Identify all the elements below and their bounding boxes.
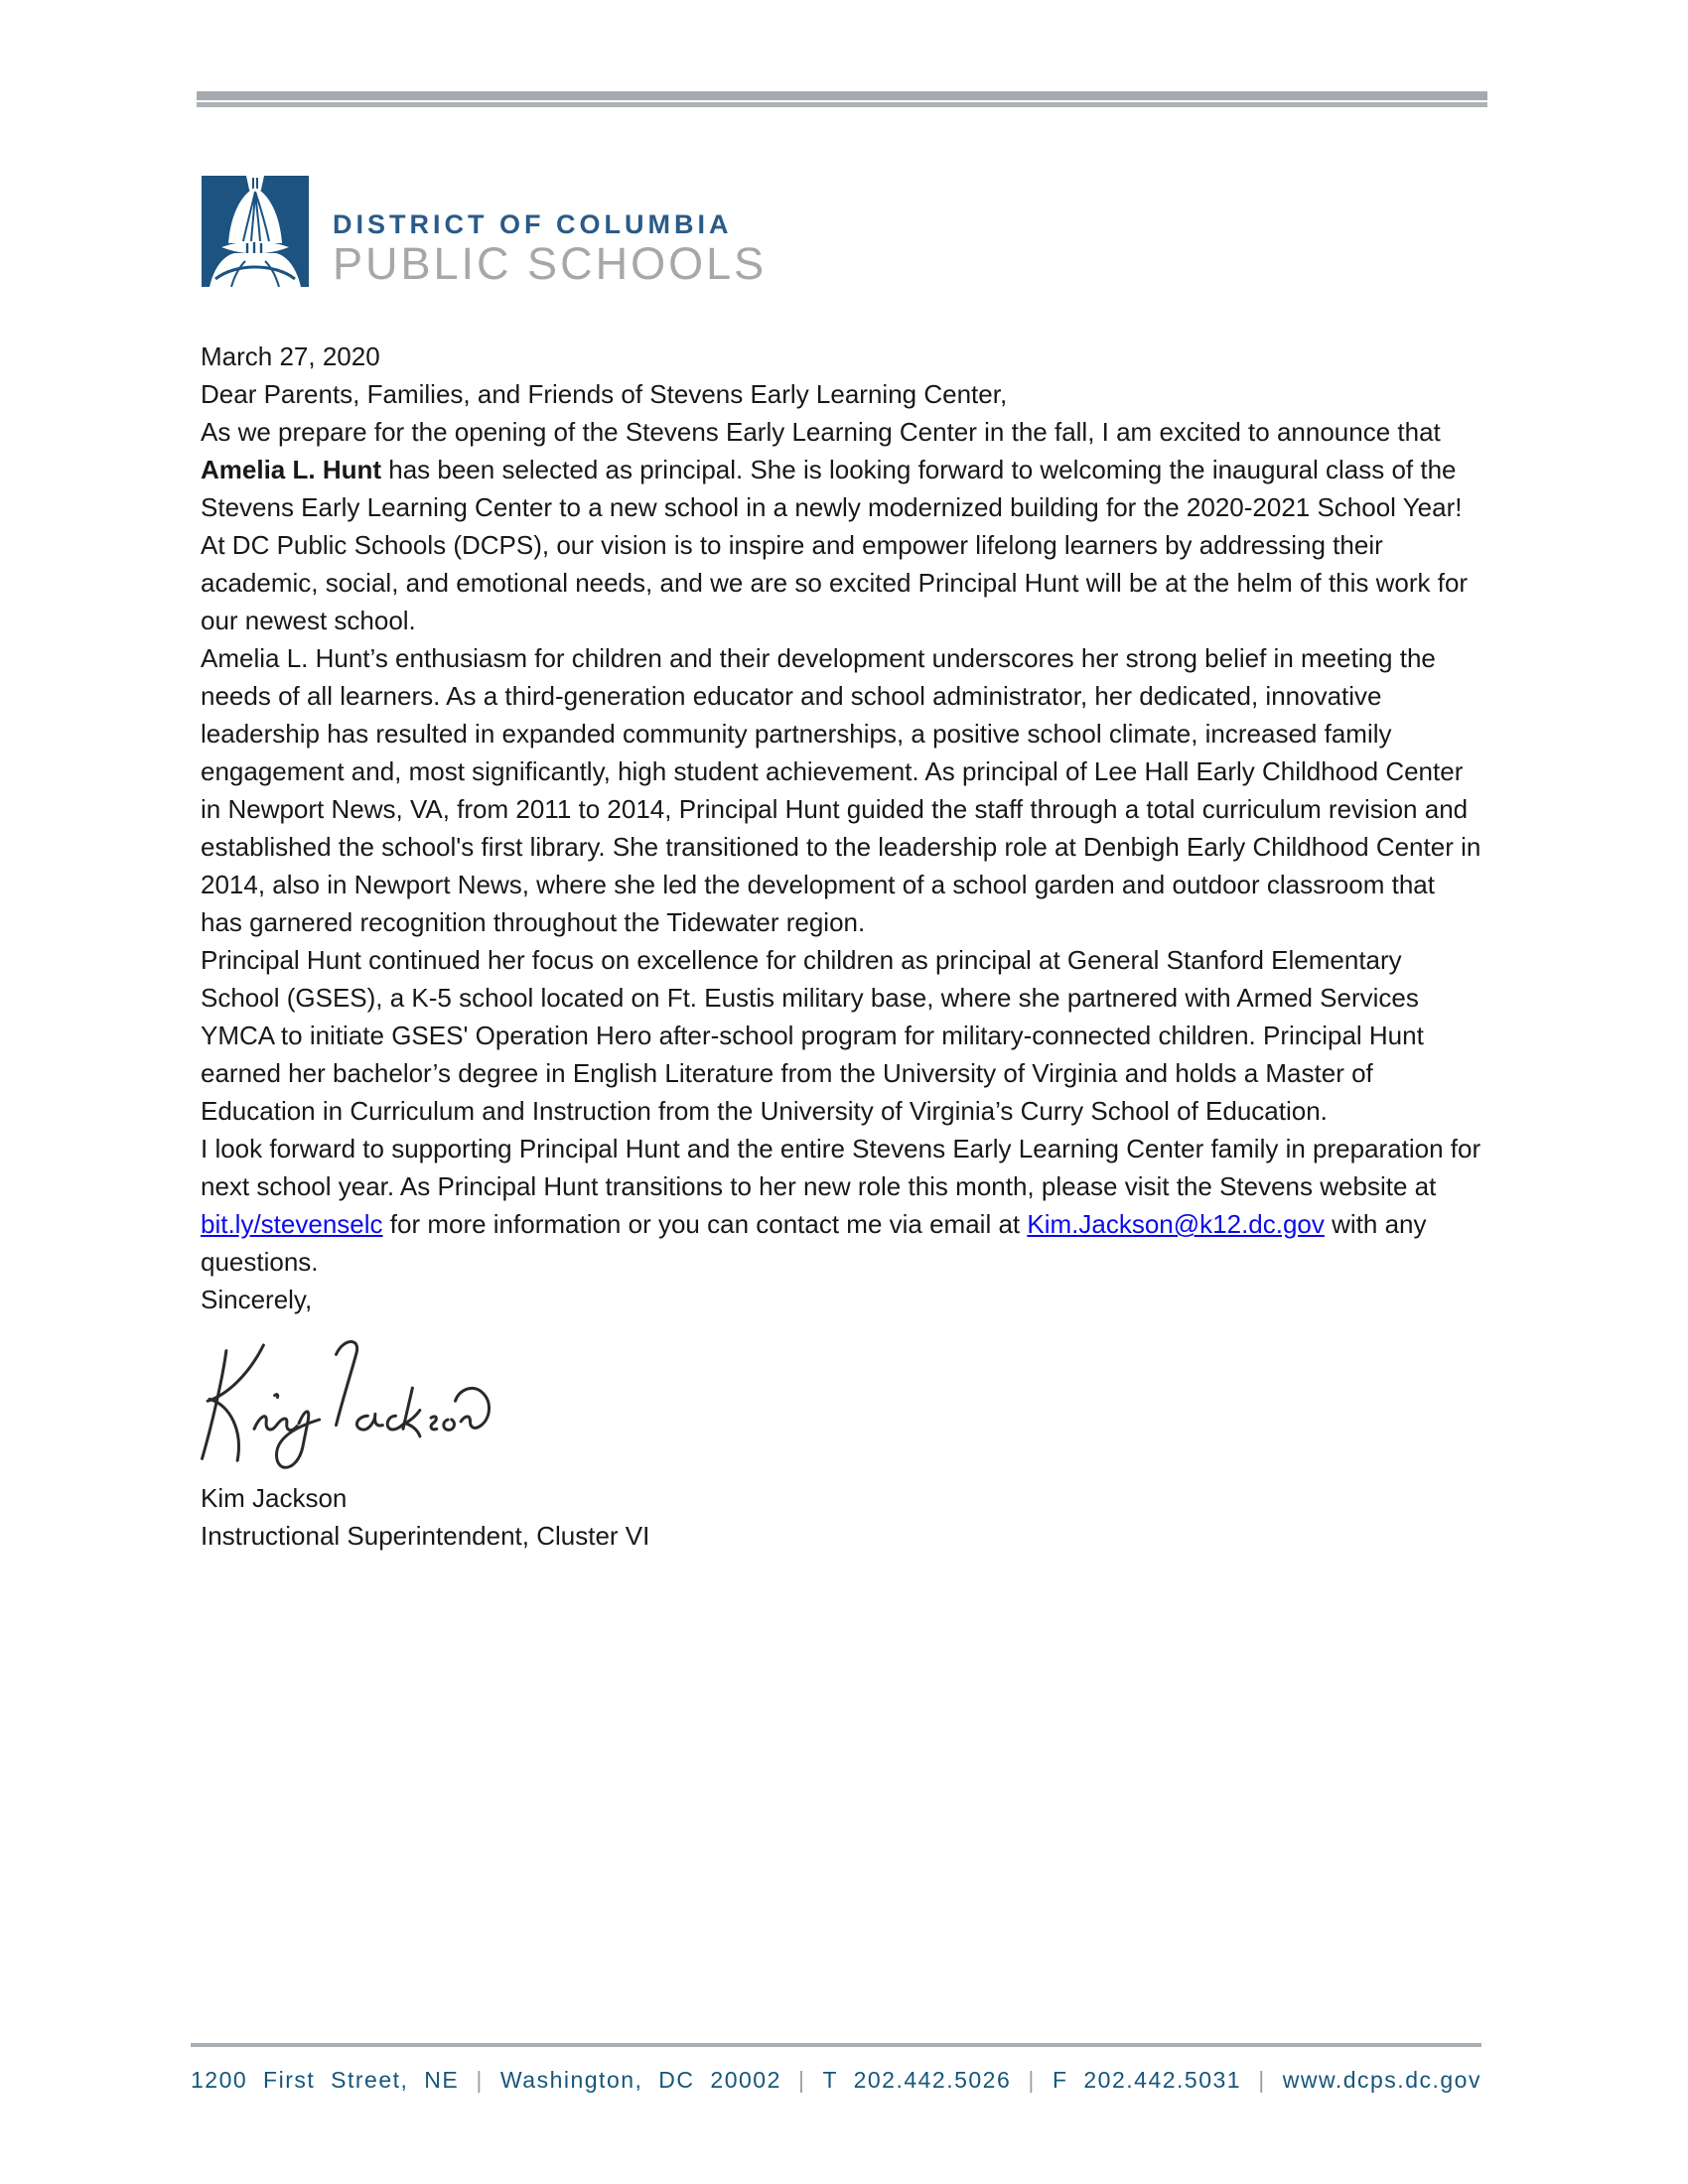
footer xyxy=(191,2067,1481,2094)
salutation: Dear Parents, Families, and Friends of Stevens Early Learning Center, xyxy=(201,379,1008,409)
footer-separator: | xyxy=(1258,2067,1266,2093)
letter-content xyxy=(201,338,1483,1555)
paragraph-4-text: I look forward to supporting Principal Hunt and the entire Stevens Early Learning Center family in preparation for next school year. As Principal Hunt transitions to her new role this month, please visit the Stevens website at xyxy=(201,1134,1481,1201)
letter-date: March 27, 2020 xyxy=(201,341,380,371)
paragraph-4-text-end: with any questions. xyxy=(201,1209,1427,1277)
signer-title: Instructional Superintendent, Cluster VI xyxy=(201,1521,650,1551)
closing: Sincerely, xyxy=(201,1285,313,1314)
stevens-website-link[interactable]: bit.ly/stevenselc xyxy=(201,1209,383,1239)
footer-rule xyxy=(191,2043,1481,2047)
capitol-dome-icon xyxy=(202,176,309,287)
top-rule-thick xyxy=(197,91,1487,100)
principal-name-bold: Amelia L. Hunt xyxy=(201,455,382,484)
signature-image xyxy=(185,1330,1483,1479)
logo-wordmark xyxy=(333,209,767,287)
paragraph-1-text: As we prepare for the opening of the Stevens Early Learning Center in the fall, I am excited to announce that xyxy=(201,417,1441,447)
footer-fax: F 202.442.5031 xyxy=(1052,2067,1242,2093)
paragraph-2: Amelia L. Hunt’s enthusiasm for children and their development underscores her strong belief in meeting the needs of all learners. As a third-generation educator and school administrator, her dedicated, innovative leadership has resulted in expanded community partnerships, a positive school climate, increased family engagement and, most significantly, high student achievement. As principal of Lee Hall Early Childhood Center in Newport News, VA, from 2011 to 2014, Principal Hunt guided the staff through a total curriculum revision and established the school's first library. She transitioned to the leadership role at Denbigh Early Childhood Center in 2014, also in Newport News, where she led the development of a school garden and outdoor classroom that has garnered recognition throughout the Tidewater region. xyxy=(201,643,1481,937)
paragraph-4-text-cont: for more information or you can contact me via email at xyxy=(382,1209,1028,1239)
logo-line2: PUBLIC SCHOOLS xyxy=(333,238,768,289)
footer-separator: | xyxy=(476,2067,484,2093)
footer-phone: T 202.442.5026 xyxy=(822,2067,1012,2093)
footer-separator: | xyxy=(1028,2067,1036,2093)
dcps-logo xyxy=(202,176,767,287)
footer-website: www.dcps.dc.gov xyxy=(1282,2067,1481,2093)
footer-separator: | xyxy=(797,2067,806,2093)
logo-line1: DISTRICT OF COLUMBIA xyxy=(333,209,733,239)
paragraph-1-text-cont: has been selected as principal. She is looking forward to welcoming the inaugural class of the Stevens Early Learning Center to a new school in a newly modernized building for the 2020-2021 School Year! At DC Public Schools (DCPS), our vision is to inspire and empower lifelong learners by addressing their academic, social, and emotional needs, and we are so excited Principal Hunt will be at the helm of this work for our newest school. xyxy=(201,455,1469,635)
email-link[interactable]: Kim.Jackson@k12.dc.gov xyxy=(1027,1209,1325,1239)
signer-name: Kim Jackson xyxy=(201,1483,348,1513)
paragraph-3: Principal Hunt continued her focus on excellence for children as principal at General Stanford Elementary School (GSES), a K-5 school located on Ft. Eustis military base, where she partnered with Armed Services YMCA to initiate GSES' Operation Hero after-school program for military-connected children. Principal Hunt earned her bachelor’s degree in English Literature from the University of Virginia and holds a Master of Education in Curriculum and Instruction from the University of Virginia’s Curry School of Education. xyxy=(201,945,1424,1126)
top-rule-thin xyxy=(197,102,1487,107)
paragraph-1 xyxy=(201,413,1483,639)
footer-city: Washington, DC 20002 xyxy=(499,2067,781,2093)
footer-address: 1200 First Street, NE xyxy=(191,2067,460,2093)
paragraph-4 xyxy=(201,1130,1483,1281)
top-rule xyxy=(197,91,1487,107)
